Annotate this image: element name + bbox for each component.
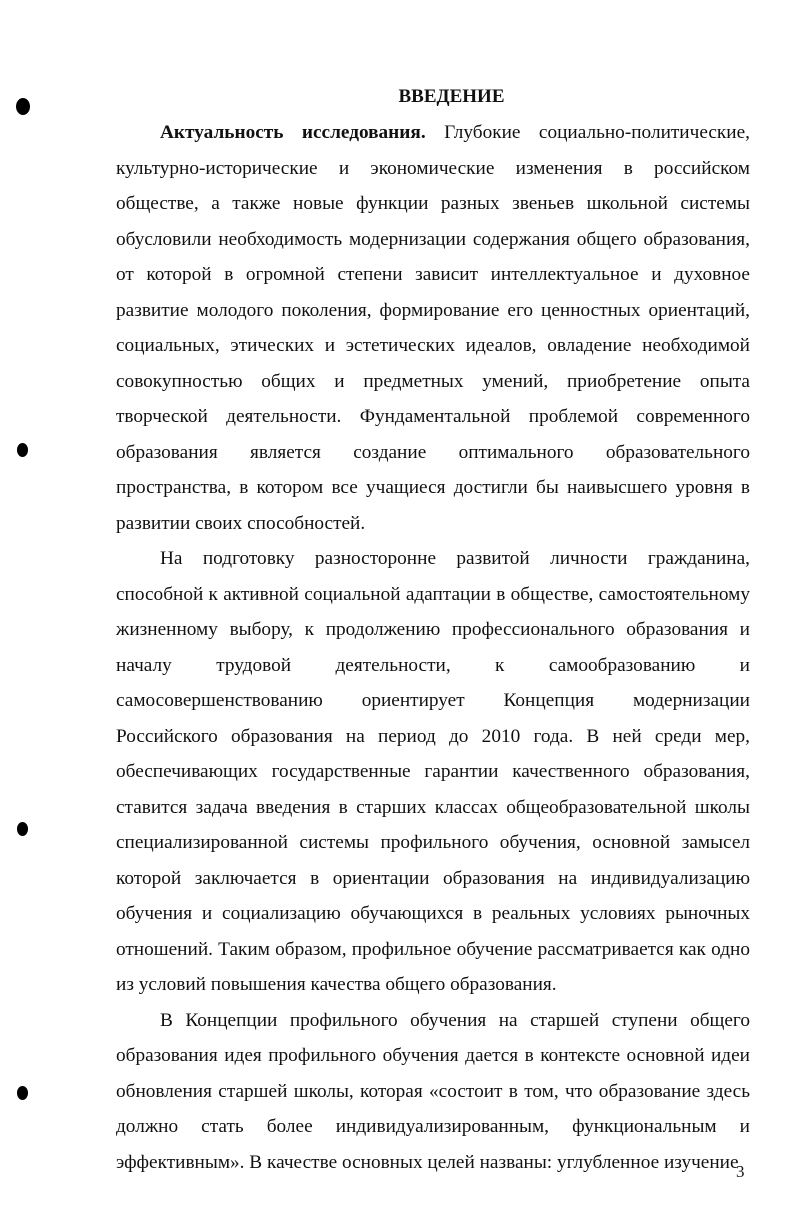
binding-hole-mark: [17, 822, 28, 836]
binding-hole-mark: [17, 1086, 28, 1100]
binding-hole-mark: [17, 443, 28, 457]
paragraph-lead: Актуальность исследования.: [160, 122, 426, 143]
paragraph: [116, 115, 750, 541]
paragraph-text: На подготовку разносторонне развитой личности гражданина, способной к активной социальной адаптации в обществе, самостоятельному жизненному выбору, к продолжению профессионального образования и началу трудовой деятельности, к самообразованию и самосовершенствованию ориентирует Концепция модернизации Российского образования на период до 2010 года. В ней среди мер, обеспечивающих государственные гарантии качественного образования, ставится задача введения в старших классах общеобразовательной школы специализированной системы профильного обучения, основной замысел которой заключается в ориентации образования на индивидуализацию обучения и социализацию обучающихся в реальных условиях рыночных отношений. Таким образом, профильное обучение рассматривается как одно из условий повышения качества общего образования.: [116, 548, 750, 995]
paragraph: [116, 541, 750, 1003]
page-number: 3: [736, 1162, 745, 1181]
page-heading: ВВЕДЕНИЕ: [398, 86, 505, 107]
body-text: [116, 115, 750, 1180]
paragraph-text: Глубокие социально-политические, культурно-исторические и экономические изменения в российском обществе, а также новые функции разных звеньев школьной системы обусловили необходимость модернизации содержания общего образования, от которой в огромной степени зависит интеллектуальное и духовное развитие молодого поколения, формирование его ценностных ориентаций, социальных, этических и эстетических идеалов, овладение необходимой совокупностью общих и предметных умений, приобретение опыта творческой деятельности. Фундаментальной проблемой современного образования является создание оптимального образовательного пространства, в котором все учащиеся достигли бы наивысшего уровня в развитии своих способностей.: [116, 122, 750, 534]
paragraph: [116, 1003, 750, 1181]
paragraph-text: В Концепции профильного обучения на старшей ступени общего образования идея профильного обучения дается в контексте основной идеи обновления старшей школы, которая «состоит в том, что образование здесь должно стать более индивидуализированным, функциональным и эффективным». В качестве основных целей названы: углубленное изучение: [116, 1009, 750, 1173]
